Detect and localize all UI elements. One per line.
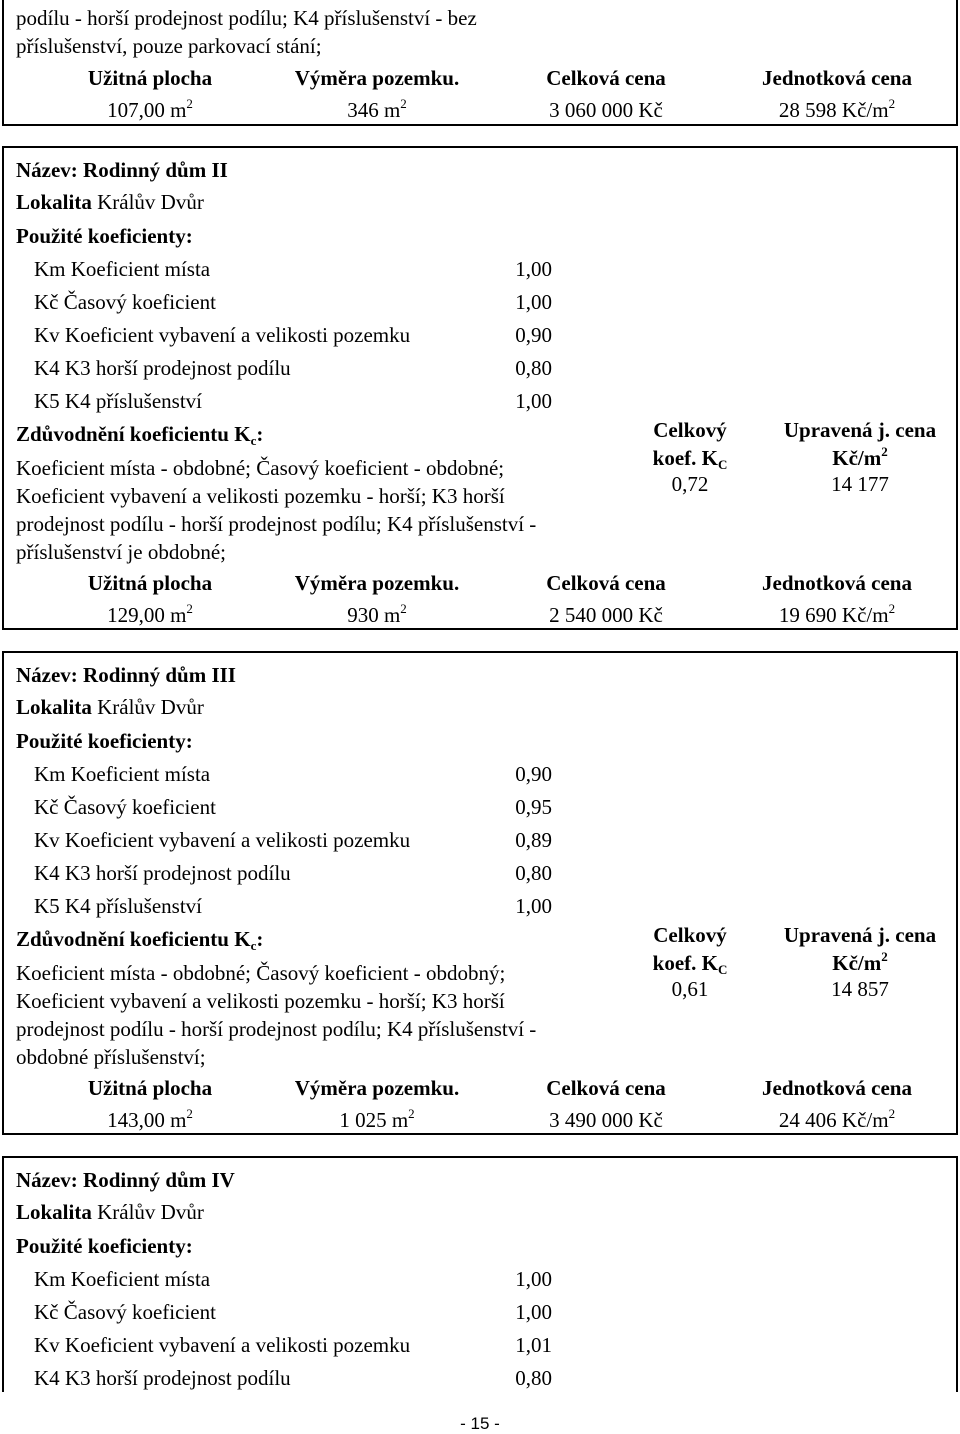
top-v-unit: 28 598 $Kč/m^2$: [778, 96, 896, 122]
v-land: 1 025 $m^2$: [339, 1106, 415, 1132]
total-coef-value: 0,61: [671, 977, 709, 1001]
coef-label: Kv Koeficient vybavení a velikosti pozemku: [34, 323, 411, 347]
coef-label: K5 K4 příslušenství: [34, 389, 202, 413]
h-unit: Jednotková cena: [762, 1076, 912, 1100]
top-h-land: Výměra pozemku.: [294, 66, 460, 90]
v-area: 143,00 $m^2$: [107, 1106, 193, 1132]
top-h-area: Užitná plocha: [87, 66, 213, 90]
v-total: 2 540 000 Kč: [549, 603, 663, 627]
coef-value: 1,00: [515, 257, 552, 281]
coef-label: K5 K4 příslušenství: [34, 894, 202, 918]
coef-heading: Použité koeficienty:: [16, 729, 193, 753]
house-title: Název: Rodinný dům III: [16, 663, 236, 687]
justification-line: Koeficient vybavení a velikosti pozemku - horší; K3 horší: [16, 989, 505, 1013]
coef-label: K4 K3 horší prodejnost podílu: [34, 861, 291, 885]
v-land: 930 $m^2$: [347, 601, 407, 627]
coef-label: Km Koeficient místa: [34, 1267, 211, 1291]
justification-heading: Zdůvodnění koeficientu $K_c$:: [16, 422, 264, 448]
total-coef-label: koef. $K_C$: [652, 446, 728, 472]
coef-label: Kv Koeficient vybavení a velikosti pozemku: [34, 828, 411, 852]
house-title: Název: Rodinný dům II: [16, 158, 228, 182]
adjusted-price-unit: $Kč/m^2$: [832, 949, 888, 975]
coef-label: Kv Koeficient vybavení a velikosti pozemku: [34, 1333, 411, 1357]
page-number: - 15 -: [460, 1414, 500, 1433]
adjusted-price-label: Upravená j. cena: [783, 923, 937, 947]
coef-value: 1,00: [515, 1300, 552, 1324]
v-unit: 19 690 $Kč/m^2$: [778, 601, 896, 627]
house-location: Lokalita Králův Dvůr: [16, 1200, 204, 1224]
adjusted-price-unit: $Kč/m^2$: [832, 444, 888, 470]
coef-value: 1,00: [515, 1267, 552, 1291]
coef-heading: Použité koeficienty:: [16, 1234, 193, 1258]
justification-line: prodejnost podílu - horší prodejnost podílu; K4 příslušenství -: [16, 1017, 537, 1041]
coef-value: 0,90: [515, 323, 552, 347]
h-area: Užitná plocha: [87, 1076, 213, 1100]
v-unit: 24 406 $Kč/m^2$: [778, 1106, 896, 1132]
top-cont-line1: podílu - horší prodejnost podílu; K4 příslušenství - bez: [16, 6, 477, 30]
justification-line: příslušenství je obdobné;: [16, 540, 226, 564]
coef-value: 0,90: [515, 762, 552, 786]
justification-heading: Zdůvodnění koeficientu $K_c$:: [16, 927, 264, 953]
coef-label: K4 K3 horší prodejnost podílu: [34, 1366, 291, 1390]
top-cont-line2: příslušenství, pouze parkovací stání;: [16, 34, 322, 58]
house-location: Lokalita Králův Dvůr: [16, 190, 204, 214]
justification-line: prodejnost podílu - horší prodejnost podílu; K4 příslušenství -: [16, 512, 537, 536]
coef-value: 1,00: [515, 290, 552, 314]
total-coef-label: Celkový: [653, 923, 727, 947]
coef-label: Kč Časový koeficient: [34, 795, 216, 819]
coef-value: 1,01: [515, 1333, 552, 1357]
justification-line: Koeficient vybavení a velikosti pozemku - horší; K3 horší: [16, 484, 505, 508]
coef-value: 0,80: [515, 1366, 552, 1390]
house-title: Název: Rodinný dům IV: [16, 1168, 235, 1192]
h-unit: Jednotková cena: [762, 571, 912, 595]
h-total: Celková cena: [546, 571, 666, 595]
top-v-area: 107,00 $m^2$: [107, 96, 193, 122]
coef-value: 0,95: [515, 795, 552, 819]
top-h-unit: Jednotková cena: [762, 66, 912, 90]
top-v-land: 346 $m^2$: [347, 96, 407, 122]
coef-value: 0,89: [515, 828, 552, 852]
top-h-total: Celková cena: [546, 66, 666, 90]
coef-label: Km Koeficient místa: [34, 257, 211, 281]
coef-label: K4 K3 horší prodejnost podílu: [34, 356, 291, 380]
coef-value: 1,00: [515, 389, 552, 413]
justification-line: obdobné příslušenství;: [16, 1045, 206, 1069]
h-land: Výměra pozemku.: [294, 1076, 460, 1100]
coef-value: 1,00: [515, 894, 552, 918]
house-location: Lokalita Králův Dvůr: [16, 695, 204, 719]
v-total: 3 490 000 Kč: [549, 1108, 663, 1132]
coef-value: 0,80: [515, 356, 552, 380]
coef-value: 0,80: [515, 861, 552, 885]
v-area: 129,00 $m^2$: [107, 601, 193, 627]
coef-label: Kč Časový koeficient: [34, 1300, 216, 1324]
justification-line: Koeficient místa - obdobné; Časový koeficient - obdobný;: [16, 961, 506, 985]
adjusted-price-value: 14 177: [831, 472, 889, 496]
coef-heading: Použité koeficienty:: [16, 224, 193, 248]
total-coef-value: 0,72: [671, 472, 709, 496]
h-land: Výměra pozemku.: [294, 571, 460, 595]
coef-label: Kč Časový koeficient: [34, 290, 216, 314]
total-coef-label: Celkový: [653, 418, 727, 442]
h-total: Celková cena: [546, 1076, 666, 1100]
h-area: Užitná plocha: [87, 571, 213, 595]
top-v-total: 3 060 000 Kč: [549, 98, 663, 122]
coef-label: Km Koeficient místa: [34, 762, 211, 786]
adjusted-price-value: 14 857: [831, 977, 889, 1001]
adjusted-price-label: Upravená j. cena: [783, 418, 937, 442]
justification-line: Koeficient místa - obdobné; Časový koeficient - obdobné;: [16, 456, 505, 480]
total-coef-label: koef. $K_C$: [652, 951, 728, 977]
